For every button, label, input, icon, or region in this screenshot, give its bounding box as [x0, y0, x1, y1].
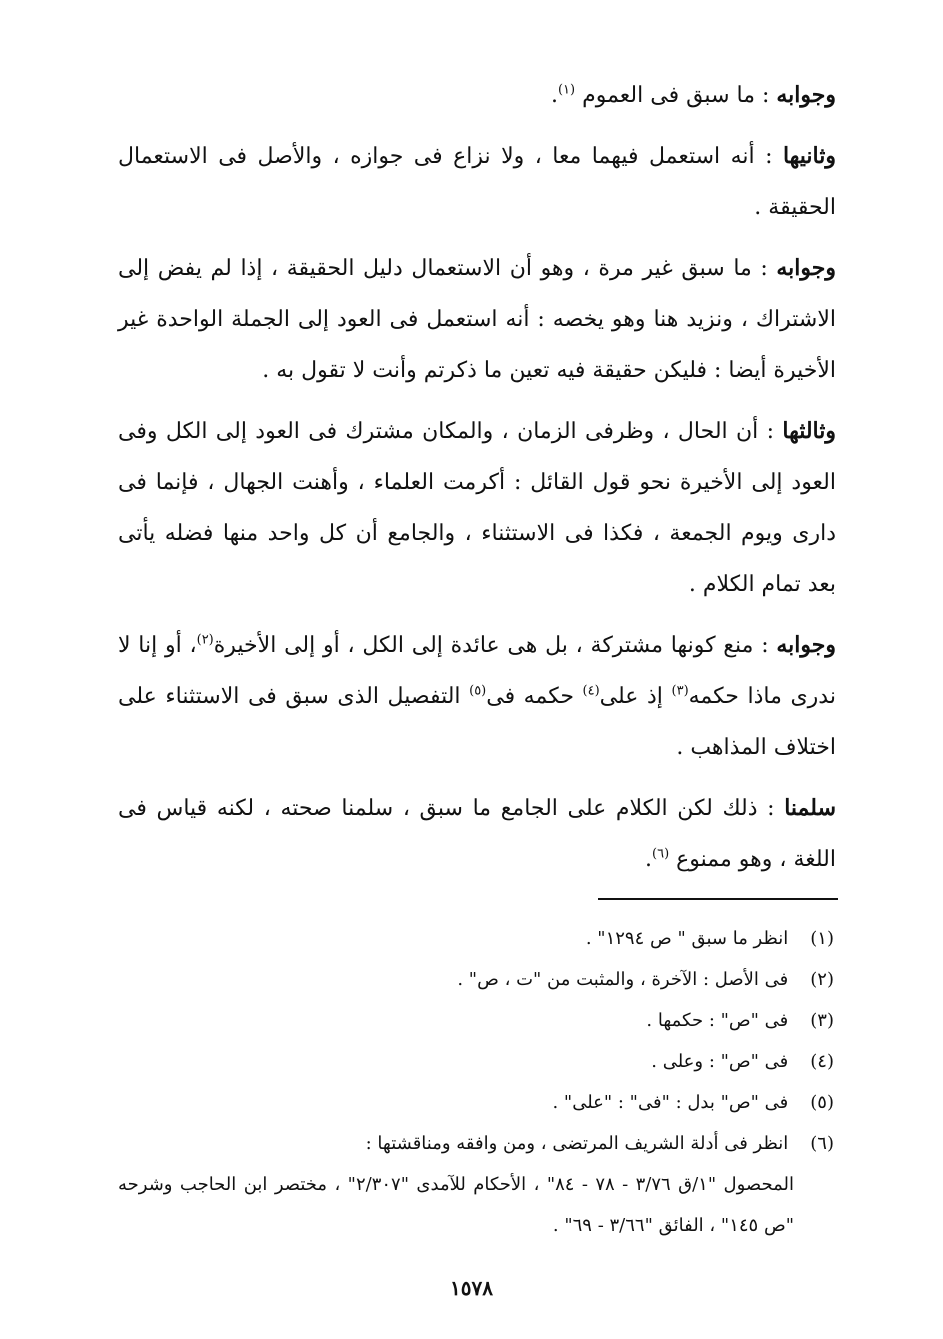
footnote-separator [598, 898, 838, 900]
paragraph-body: : ذلك لكن الكلام على الجامع ما سبق ، سلمنا صحته ، لكنه قياس فى اللغة ، وهو ممنوع [118, 796, 836, 872]
footnote-number: (٣) [810, 1010, 834, 1031]
footnote-6-continuation: المحصول "١/ق ٣/٧٦ - ٧٨ - ٨٤" ، الأحكام للآمدى "٢/٣٠٧" ، مختصر ابن الحاجب وشرحه "ص ١٤٥" ، الفائق "٣/٦٦ - ٦٩" . [118, 1174, 794, 1236]
footnote-4 [118, 1041, 834, 1082]
paragraph-1 [118, 70, 836, 121]
footnote-3 [118, 1000, 834, 1041]
footnote-5 [118, 1082, 834, 1123]
footnote-text: انظر ما سبق " ص ١٢٩٤" . [585, 928, 789, 949]
paragraph-lead: وثالثها [782, 418, 836, 444]
footnote-number: (٥) [810, 1092, 834, 1113]
paragraph-body: التفصيل الذى سبق فى الاستثناء على اختلاف المذاهب . [118, 684, 836, 760]
footnote-text: فى الأصل : الآخرة ، والمثبت من "ت ، ص" . [457, 969, 789, 990]
paragraph-3 [118, 243, 836, 396]
paragraph-lead: وجوابه [776, 632, 836, 658]
paragraph-6 [118, 783, 836, 885]
footnote-number: (٢) [810, 969, 834, 990]
footnote-ref[interactable]: (٤) [582, 683, 600, 699]
footnote-number: (٦) [810, 1133, 834, 1154]
paragraph-tail: . [645, 847, 653, 872]
footnote-text: انظر فى أدلة الشريف المرتضى ، ومن وافقه ومناقشتها : [365, 1133, 789, 1154]
paragraph-body: : منع كونها مشتركة ، بل هى عائدة إلى الكل ، أو إلى الأخيرة [213, 633, 777, 658]
footnote-number: (١) [810, 928, 834, 949]
footnote-ref[interactable]: (٣) [671, 683, 689, 699]
paragraph-4 [118, 406, 836, 610]
footnote-text: فى "ص" بدل : "فى" : "على" . [552, 1092, 789, 1113]
paragraph-5 [118, 620, 836, 773]
paragraph-body: إذ على [599, 684, 672, 709]
main-text [118, 70, 836, 895]
footnote-text: فى "ص" : وعلى . [651, 1051, 789, 1072]
paragraph-body: : أن الحال ، وظرفى الزمان ، والمكان مشترك فى العود إلى الكل وفى العود إلى الأخيرة نحو قول القائل : أكرمت العلماء ، وأهنت الجهال ، فإنما فى دارى ويوم الجمعة ، فكذا فى الاستثناء ، والجامع أن كل واحد منها فضله يأتى بعد تمام الكلام . [118, 419, 836, 597]
paragraph-body: ، أو إنا لا ندرى ماذا حكمه [118, 633, 836, 709]
footnote-6 [118, 1123, 834, 1164]
paragraph-lead: وجوابه [776, 255, 836, 281]
paragraph-body: حكمه فى [486, 684, 583, 709]
paragraph-lead: وثانيها [782, 143, 836, 169]
footnote-text: فى "ص" : حكمها . [646, 1010, 789, 1031]
footnote-ref[interactable]: (٥) [469, 683, 487, 699]
paragraph-body: : أنه استعمل فيهما معا ، ولا نزاع فى جوازه ، والأصل فى الاستعمال الحقيقة . [118, 144, 836, 220]
footnote-ref[interactable]: (١) [557, 82, 576, 98]
paragraph-tail: . [550, 83, 558, 108]
paragraph-lead: سلمنا [784, 795, 836, 821]
footnotes [118, 918, 834, 1246]
footnote-number: (٤) [810, 1051, 834, 1072]
footnote-1 [118, 918, 834, 959]
page-number: ١٥٧٨ [450, 1276, 493, 1300]
footnote-ref[interactable]: (٢) [196, 632, 214, 648]
paragraph-2 [118, 131, 836, 233]
paragraph-body: : ما سبق فى العموم [575, 83, 777, 108]
paragraph-body: : ما سبق غير مرة ، وهو أن الاستعمال دليل الحقيقة ، إذا لم يفض إلى الاشتراك ، ونزيد هنا وهو يخصه : أنه استعمل فى العود إلى الجملة الواحدة غير الأخيرة أيضا : فليكن حقيقة فيه تعين ما ذكرتم وأنت لا تقول به . [118, 256, 836, 383]
footnote-2 [118, 959, 834, 1000]
paragraph-lead: وجوابه [776, 82, 836, 108]
footnote-ref[interactable]: (٦) [652, 846, 670, 862]
